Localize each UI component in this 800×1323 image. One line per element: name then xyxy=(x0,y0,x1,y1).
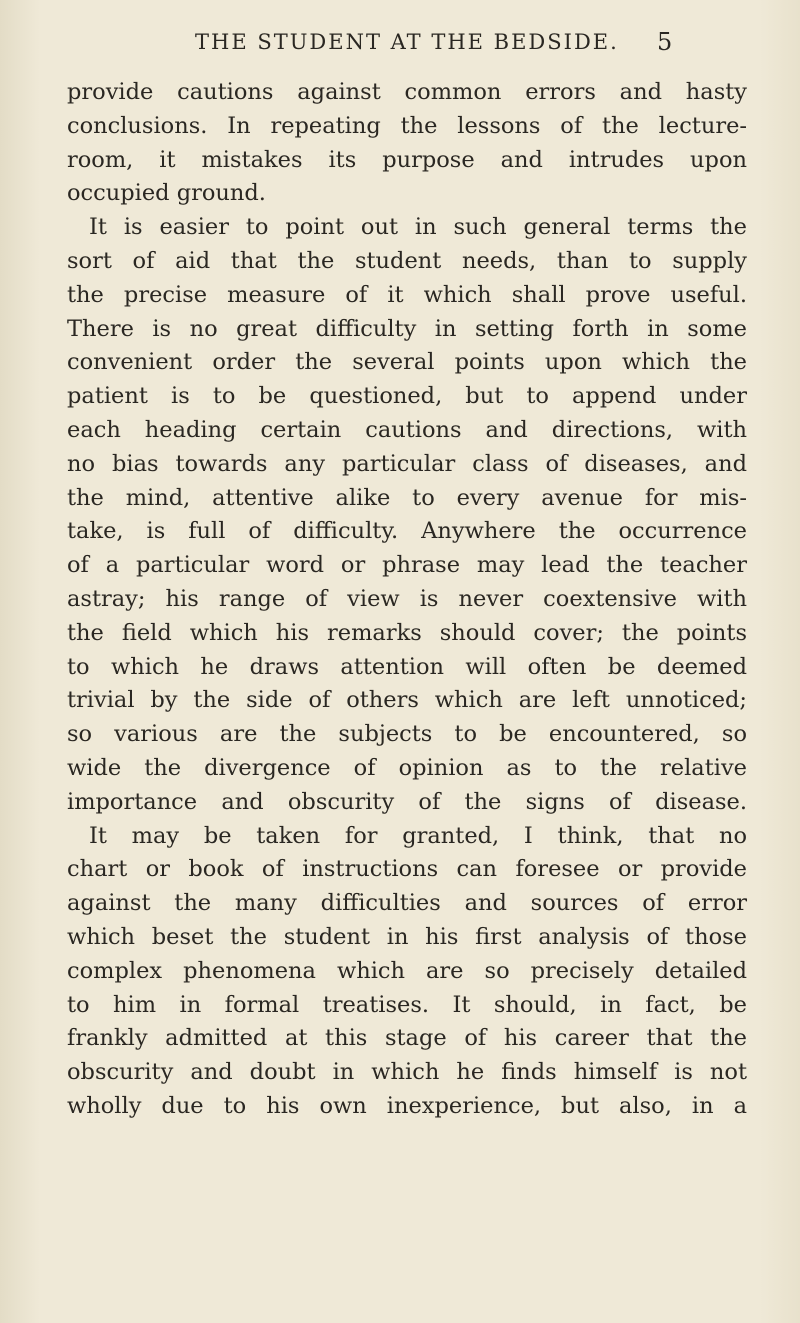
text-line: conclusions. In repeating the lessons of the lecture- xyxy=(67,112,747,139)
text-line: complex phenomena which are so precisely detailed xyxy=(67,957,747,984)
text-line: astray; his range of view is never coextensive with xyxy=(67,585,747,612)
text-line: obscurity and doubt in which he finds himself is not xyxy=(67,1059,747,1086)
text-line: trivial by the side of others which are left unnoticed; xyxy=(67,687,747,714)
text-line: wide the divergence of opinion as to the relative xyxy=(67,754,747,781)
text-line: take, is full of difficulty. Anywhere the occurrence xyxy=(67,518,747,545)
page-number: 5 xyxy=(657,28,673,56)
text-line: no bias towards any particular class of diseases, and xyxy=(67,450,747,477)
text-line: It may be taken for granted, I think, that no xyxy=(89,822,747,849)
text-line: sort of aid that the student needs, than to supply xyxy=(67,247,747,274)
text-line: to him in formal treatises. It should, in fact, be xyxy=(67,991,747,1018)
text-line: room, it mistakes its purpose and intrudes upon xyxy=(67,146,747,173)
text-line: importance and obscurity of the signs of disease. xyxy=(67,788,747,815)
text-line: the mind, attentive alike to every avenue for mis- xyxy=(67,484,747,511)
running-title: THE STUDENT AT THE BEDSIDE. xyxy=(195,30,619,54)
text-line: convenient order the several points upon which the xyxy=(67,349,747,376)
text-line: provide cautions against common errors and hasty xyxy=(67,79,747,105)
text-line: patient is to be questioned, but to append under xyxy=(67,383,747,410)
text-line: of a particular word or phrase may lead the teacher xyxy=(67,552,747,579)
text-line: so various are the subjects to be encountered, so xyxy=(67,721,747,748)
text-line: the field which his remarks should cover; the points xyxy=(67,619,747,646)
text-line: frankly admitted at this stage of his career that the xyxy=(67,1025,747,1052)
text-line: It is easier to point out in such general terms the xyxy=(89,214,747,241)
text-line: wholly due to his own inexperience, but also, in a xyxy=(67,1092,747,1119)
text-line: the precise measure of it which shall prove useful. xyxy=(67,281,747,308)
body-text xyxy=(67,76,747,1124)
text-line: There is no great difficulty in setting forth in some xyxy=(67,315,747,342)
text-line: chart or book of instructions can foresee or provide xyxy=(67,856,747,883)
text-line: each heading certain cautions and directions, with xyxy=(67,416,747,443)
text-line: to which he draws attention will often be deemed xyxy=(67,653,747,680)
text-line: occupied ground. xyxy=(67,180,266,207)
text-line: against the many difficulties and sources of error xyxy=(67,890,747,917)
text-line: which beset the student in his first analysis of those xyxy=(67,923,747,950)
